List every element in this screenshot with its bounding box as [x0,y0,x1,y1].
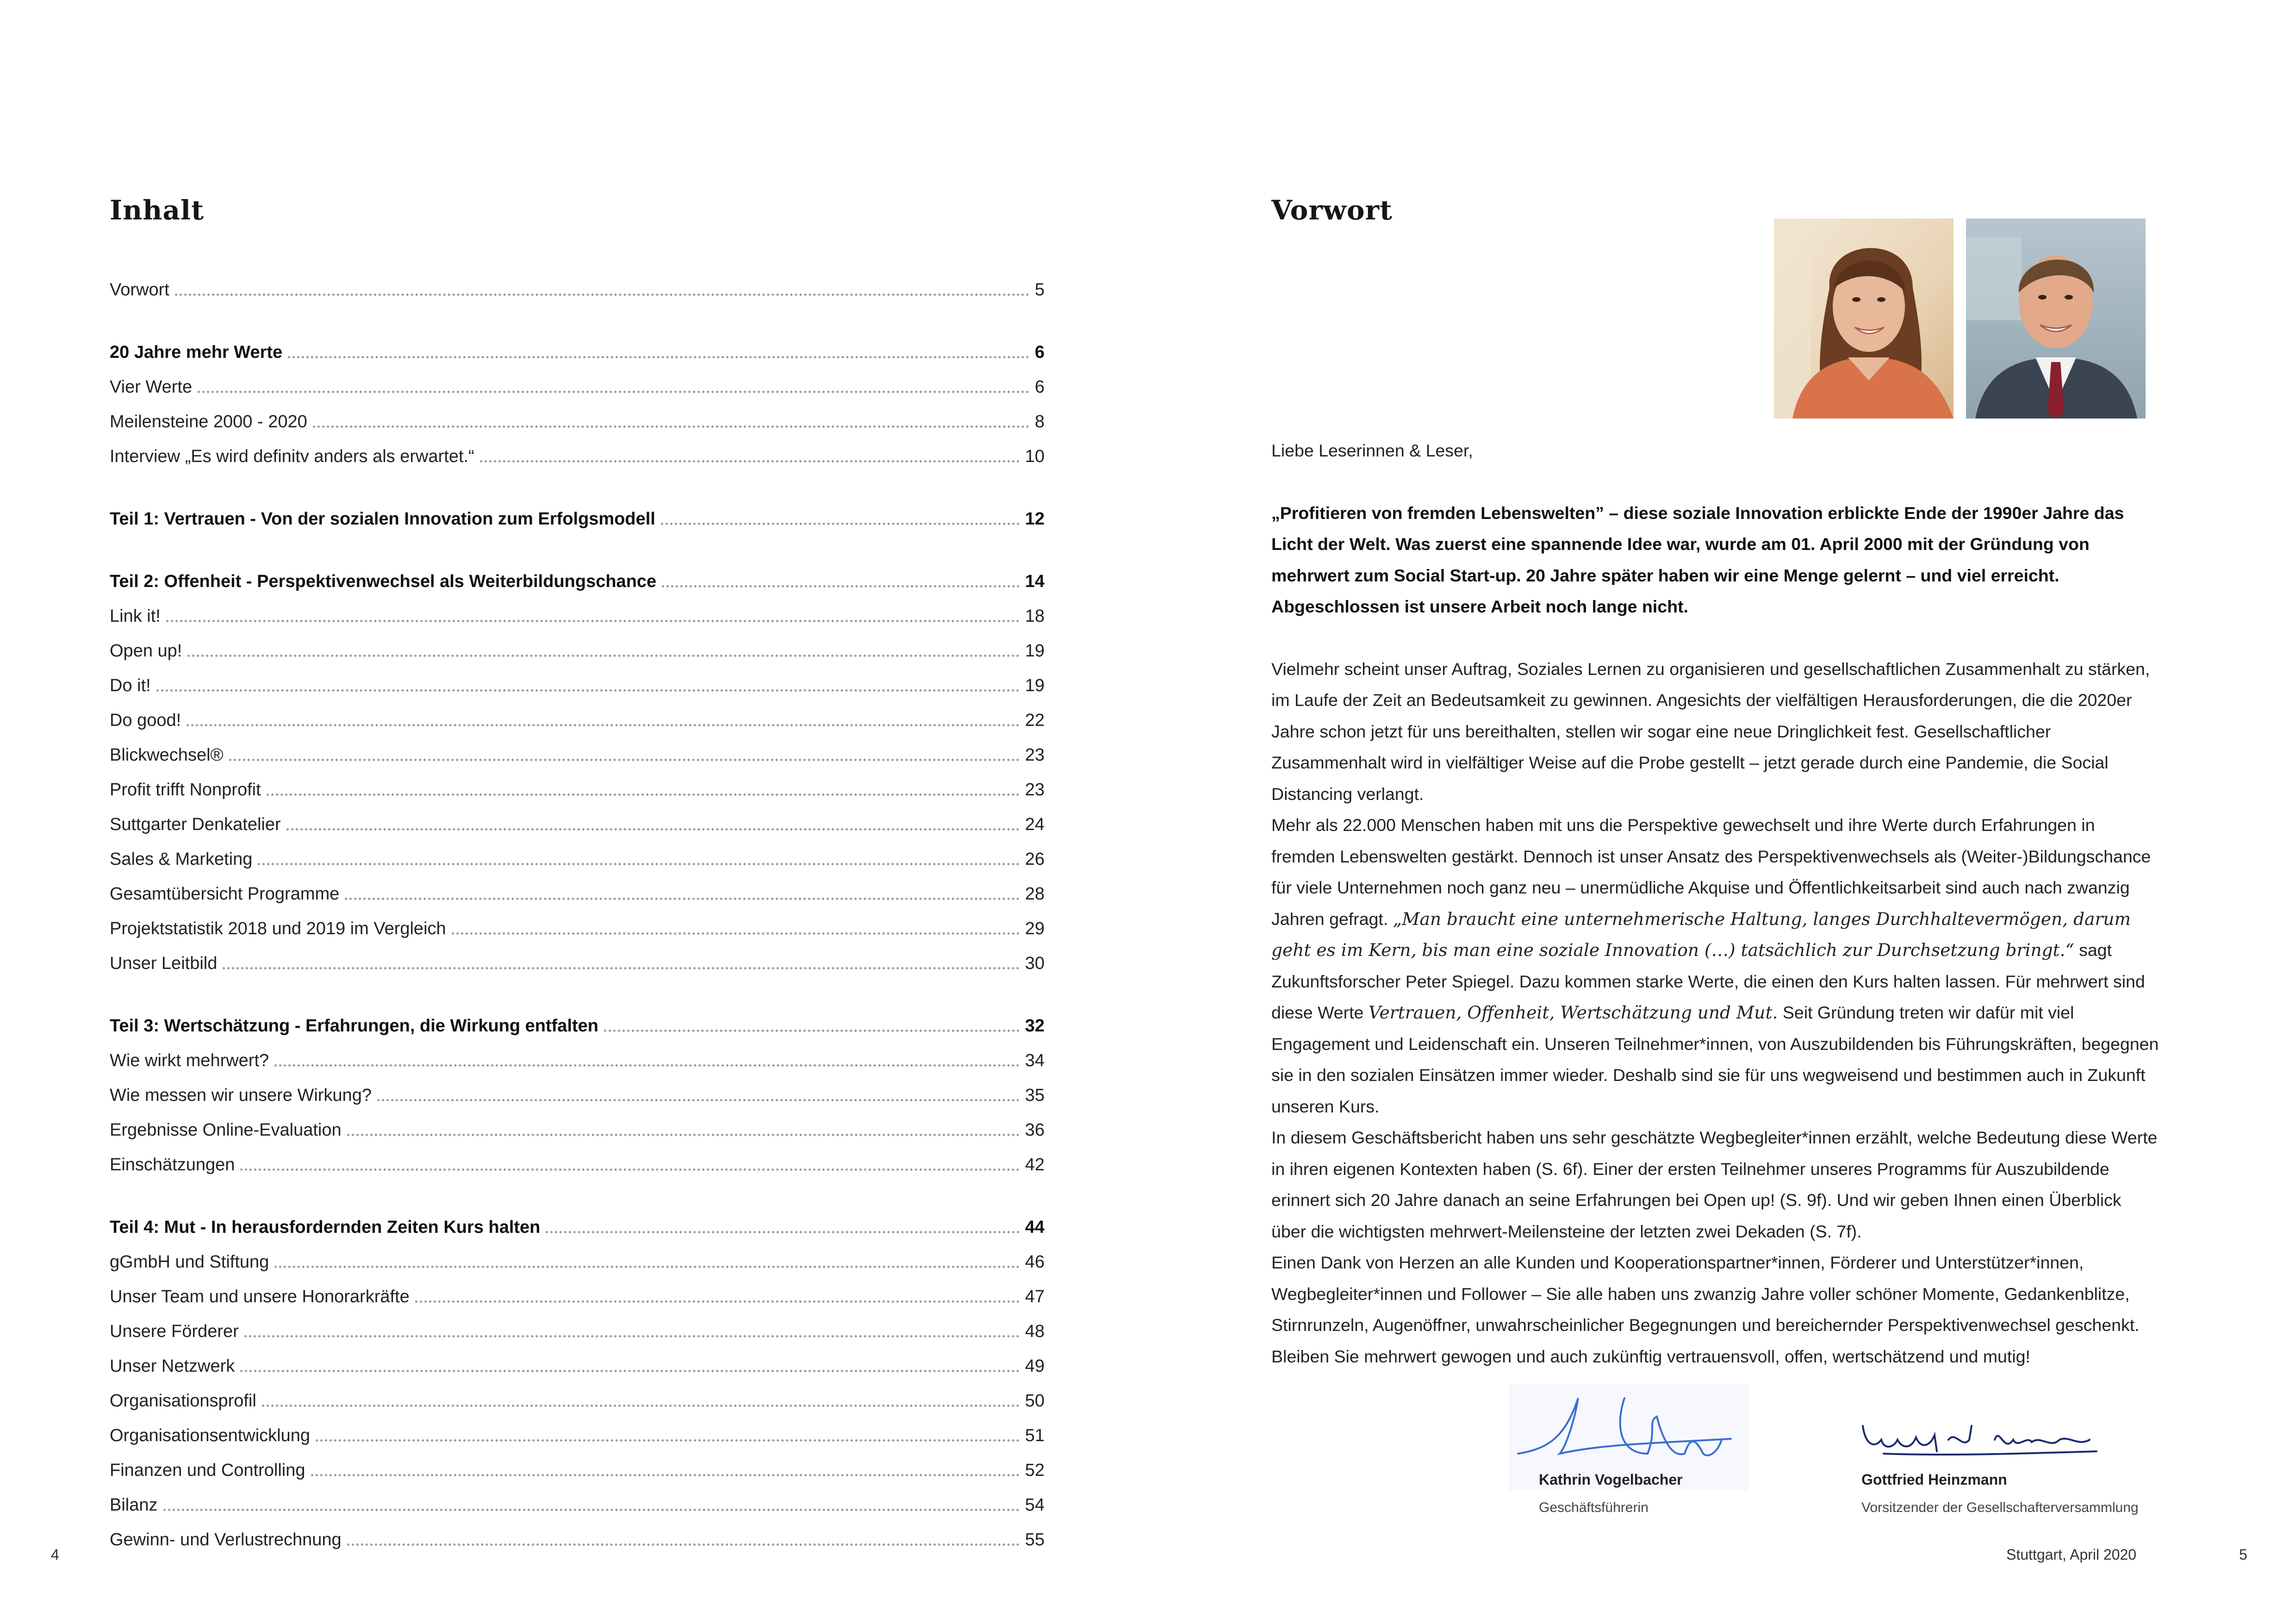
toc-leader-dots [347,1543,1020,1546]
toc-entry [110,1384,1045,1412]
toc-entry-page: 29 [1025,919,1045,938]
toc-entry-page: 49 [1025,1356,1045,1376]
toc-entry-label: Unser Team und unsere Honorarkräfte [110,1287,410,1306]
toc-entry [110,405,1045,433]
toc-entry-label: Sales & Marketing [110,849,253,869]
toc-leader-dots [258,863,1019,865]
salutation: Liebe Leserinnen & Leser, [1271,441,1473,460]
toc-entry-page: 54 [1025,1495,1045,1515]
signer-role-1: Geschäftsführerin [1539,1500,1649,1515]
toc-entry [110,808,1045,836]
toc-leader-dots [316,1439,1020,1442]
toc-entry-label: Bilanz [110,1495,158,1515]
toc-leader-dots [377,1099,1020,1101]
toc-entry-page: 32 [1025,1016,1045,1036]
toc-leader-dots [288,356,1029,358]
toc-leader-dots [415,1300,1020,1303]
foreword-letter [1271,435,2160,1372]
toc-entry-page: 12 [1025,509,1045,529]
toc-entry-page: 52 [1025,1461,1045,1480]
toc-heading: Inhalt [110,194,204,226]
foreword-heading: Vorwort [1271,194,1393,226]
toc-leader-dots [229,759,1020,761]
lead-paragraph: „Profitieren von fremden Lebenswelten” – diese soziale Innovation erblickte Ende der 1990er Jahre das Licht der Welt. Was zuerst eine spannende Idee war, wurde am 01. April 2000 mit der Gründung von mehrwert zum Social Start-up. 20 Jahre später haben wir eine Menge gelernt – und viel erreicht. Abgeschlossen ist unsere Arbeit noch lange nicht. [1271,503,2124,616]
toc-entry-page: 42 [1025,1155,1045,1174]
toc-entry [110,502,1045,530]
toc-entry [110,565,1045,593]
toc-entry [110,843,1045,870]
body-paragraph-1: Vielmehr scheint unser Auftrag, Soziales Lernen zu organisieren und gesellschaftlichen Zusammenhalt zu stärken, im Laufe der Zeit an Bedeutsamkeit zu gewinnen. Angesichts der vielfältigen Herausforderungen, die die 2020er Jahre schon jetzt für uns bereithalten, stellen wir sogar eine neue Dringlichkeit fest. Gesellschaftlicher Zusammenhalt wird in vielfältiger Weise auf die Probe gestellt – jetzt gerade durch eine Pandemie, die Social Distancing verlangt. [1271,659,2150,804]
toc-entry-label: Unsere Förderer [110,1322,239,1341]
portrait-woman-photo [1774,219,1954,418]
toc-entry [110,1009,1045,1037]
signer-role-2: Vorsitzender der Gesellschafterversammlung [1861,1500,2139,1515]
toc-entry-page: 19 [1025,676,1045,695]
toc-entry-label: Teil 4: Mut - In herausfordernden Zeiten Kurs halten [110,1218,541,1237]
toc-entry-page: 34 [1025,1051,1045,1070]
toc-entry-label: Link it! [110,606,161,626]
toc-leader-dots [240,1168,1019,1171]
toc-leader-dots [175,294,1029,296]
toc-entry [110,1523,1045,1551]
toc-entry-label: Projektstatistik 2018 und 2019 im Vergleich [110,919,446,938]
toc-entry [110,1419,1045,1447]
toc-entry [110,600,1045,627]
toc-entry-label: Suttgarter Denkatelier [110,815,281,834]
toc-entry [110,634,1045,662]
toc-entry-label: Organisationsentwicklung [110,1426,311,1445]
toc-entry-label: Profit trifft Nonprofit [110,780,261,800]
toc-entry-page: 10 [1025,447,1045,466]
toc-entry [110,912,1045,940]
toc-leader-dots [198,391,1029,393]
toc-entry-page: 44 [1025,1218,1045,1237]
toc-entry-page: 6 [1034,343,1045,362]
toc-entry-page: 30 [1025,954,1045,973]
toc-entry [110,440,1045,468]
toc-entry-label: Unser Leitbild [110,954,218,973]
toc-entry [110,1280,1045,1308]
toc-leader-dots [313,425,1029,428]
toc-entry-page: 23 [1025,780,1045,800]
toc-entry [110,1245,1045,1273]
toc-leader-dots [262,1405,1020,1407]
toc-entry-label: Meilensteine 2000 - 2020 [110,412,307,431]
signature-heinzmann-icon [1856,1407,2106,1468]
toc-entry-label: Gewinn- und Verlustrechnung [110,1530,342,1549]
place-date: Stuttgart, April 2020 [2006,1546,2137,1563]
body-paragraph-2-part-a: Mehr als 22.000 Menschen haben mit uns die Perspektive gewechselt und ihre Werte durch Erfahrungen in fremden Lebenswelten gestärkt. Dennoch ist unser Ansatz des Perspektivenwechsels als (Weiter-)Bildungschance für viele Unternehmen noch ganz neu – unermüdliche Akquise und Öffentlichkeitsarbeit sind auch nach zwanzig Jahren gefragt. [1271,815,2151,929]
toc-entry-label: Unser Netzwerk [110,1356,235,1376]
toc-entry [110,370,1045,398]
toc-entry-label: Interview „Es wird definitv anders als erwartet.“ [110,447,474,466]
toc-entry [110,877,1045,905]
toc-entry-page: 50 [1025,1391,1045,1411]
page-number-left: 4 [51,1546,59,1563]
toc-entry-label: Blickwechsel® [110,745,224,765]
toc-leader-dots [480,460,1020,462]
toc-leader-dots [187,655,1019,657]
toc-entry-label: gGmbH und Stiftung [110,1252,269,1272]
toc-leader-dots [244,1335,1020,1337]
toc-leader-dots [274,1266,1019,1268]
body-paragraph-3: In diesem Geschäftsbericht haben uns sehr geschätzte Wegbegleiter*innen erzählt, welche Bedeutung diese Werte in ihren eigenen Kontexten haben (S. 6f). Einer der ersten Teilnehmer unseres Programms für Auszubildende erinnert sich 20 Jahre danach an seine Erfahrungen bei Open up! (S. 9f). Und wir geben Ihnen einen Überblick über die wichtigsten mehrwert-Meilensteine der letzten zwei Dekaden (S. 7f). [1271,1128,2158,1241]
toc-leader-dots [274,1064,1020,1067]
toc-entry-page: 6 [1034,377,1045,397]
toc-entry [110,704,1045,731]
toc-leader-dots [347,1134,1020,1136]
toc-entry-label: Ergebnisse Online-Evaluation [110,1120,342,1140]
body-paragraph-2-part-b: sagt Zukunftsforscher Peter Spiegel. Dazu kommen starke Werte, die einen den Kurs halten lassen. Für mehrwert sind diese Werte [1271,940,2145,1022]
toc-leader-dots [311,1474,1020,1476]
toc-entry-page: 48 [1025,1322,1045,1341]
toc-leader-dots [240,1370,1019,1372]
toc-entry-label: Organisationsprofil [110,1391,256,1411]
toc-leader-dots [286,828,1020,831]
toc-entry-page: 8 [1034,412,1045,431]
toc-entry [110,336,1045,363]
toc-leader-dots [163,1509,1020,1511]
body-paragraph-2-part-c: Seit Gründung treten wir dafür mit viel Engagement und Leidenschaft ein. Unseren Teilnehmer*innen, von Auszubildenden bis Führungskräften, begegnen sie in den sozialen Einsätzen immer wieder. Deshalb sind sie für uns wegweisend und bestimmen auch in Zukunft unseren Kurs. [1271,1003,2159,1116]
toc-entry [110,1315,1045,1343]
toc-entry-label: Vorwort [110,280,169,300]
toc-entry-page: 22 [1025,711,1045,730]
toc-entry [110,1488,1045,1516]
toc-entry-page: 14 [1025,572,1045,591]
portrait-man-photo [1966,219,2146,418]
toc-leader-dots [345,898,1019,900]
toc-entry-page: 55 [1025,1530,1045,1549]
toc-entry [110,1148,1045,1176]
toc-entry-page: 18 [1025,606,1045,626]
toc-entry-label: 20 Jahre mehr Werte [110,343,283,362]
toc-entry [110,273,1045,301]
toc-entry [110,947,1045,974]
toc-entry-label: Einschätzungen [110,1155,235,1174]
toc-entry-label: Wie wirkt mehrwert? [110,1051,269,1070]
toc-leader-dots [156,689,1020,692]
toc-entry-page: 26 [1025,849,1045,869]
toc-entry-page: 51 [1025,1426,1045,1445]
toc-entry-label: Teil 3: Wertschätzung - Erfahrungen, die Wirkung entfalten [110,1016,599,1036]
toc-leader-dots [662,585,1020,587]
body-paragraph-2 [1271,810,2160,1122]
toc-entry-page: 47 [1025,1287,1045,1306]
toc-entry [110,1044,1045,1072]
toc-entry-page: 24 [1025,815,1045,834]
toc-entry-page: 28 [1025,884,1045,904]
toc-leader-dots [267,793,1020,796]
toc-entry-label: Vier Werte [110,377,193,397]
toc-entry-page: 5 [1034,280,1045,300]
toc-entry-page: 23 [1025,745,1045,765]
toc-leader-dots [661,523,1020,525]
toc-entry [110,669,1045,697]
toc-entry-page: 46 [1025,1252,1045,1272]
toc-entry-label: Wie messen wir unsere Wirkung? [110,1086,372,1105]
body-paragraph-4: Einen Dank von Herzen an alle Kunden und Kooperationspartner*innen, Förderer und Unterstützer*innen, Wegbegleiter*innen und Follower – Sie alle haben uns zwanzig Jahre voller schöner Momente, Gedankenblitze, Stirnrunzeln, Augenöffner, unwahrscheinlicher Begegnungen und bereichernder Perspektivenwechsel geschenkt. Bleiben Sie mehrwert gewogen und auch zukünftig vertrauensvoll, offen, wertschätzend und mutig! [1271,1253,2140,1366]
toc-entry-page: 35 [1025,1086,1045,1105]
quote-peter-spiegel: „Man braucht eine unternehmerische Haltung, langes Durchhaltevermögen, darum geht es im Kern, bis man eine soziale Innovation (…) tatsächlich zur Durchsetzung bringt.“ [1271,908,2131,960]
toc-entry [110,1079,1045,1106]
toc-leader-dots [452,932,1020,935]
toc-leader-dots [166,620,1020,622]
toc-entry-label: Finanzen und Controlling [110,1461,305,1480]
toc-entry [110,773,1045,801]
page-number-right: 5 [2239,1546,2247,1563]
toc-entry [110,1211,1045,1238]
toc-entry [110,1454,1045,1481]
toc-entry [110,738,1045,766]
values-list: Vertrauen, Offenheit, Wertschätzung und Mut. [1368,1002,1778,1023]
toc-leader-dots [187,724,1019,726]
toc-entry [110,1113,1045,1141]
toc-entry-page: 36 [1025,1120,1045,1140]
toc-leader-dots [546,1231,1019,1233]
toc-entry-label: Teil 1: Vertrauen - Von der sozialen Innovation zum Erfolgsmodell [110,509,655,529]
toc-leader-dots [604,1030,1020,1032]
toc-entry-label: Open up! [110,641,182,661]
toc-entry [110,1349,1045,1377]
toc-entry-label: Do it! [110,676,151,695]
toc-entry-label: Gesamtübersicht Programme [110,884,340,904]
toc-entry-label: Teil 2: Offenheit - Perspektivenwechsel als Weiterbildungschance [110,572,657,591]
signer-name-1: Kathrin Vogelbacher [1539,1471,1683,1488]
toc-entry-label: Do good! [110,711,181,730]
table-of-contents [110,0,1045,1624]
toc-entry-page: 19 [1025,641,1045,661]
toc-leader-dots [223,967,1019,969]
signer-name-2: Gottfried Heinzmann [1861,1471,2007,1488]
